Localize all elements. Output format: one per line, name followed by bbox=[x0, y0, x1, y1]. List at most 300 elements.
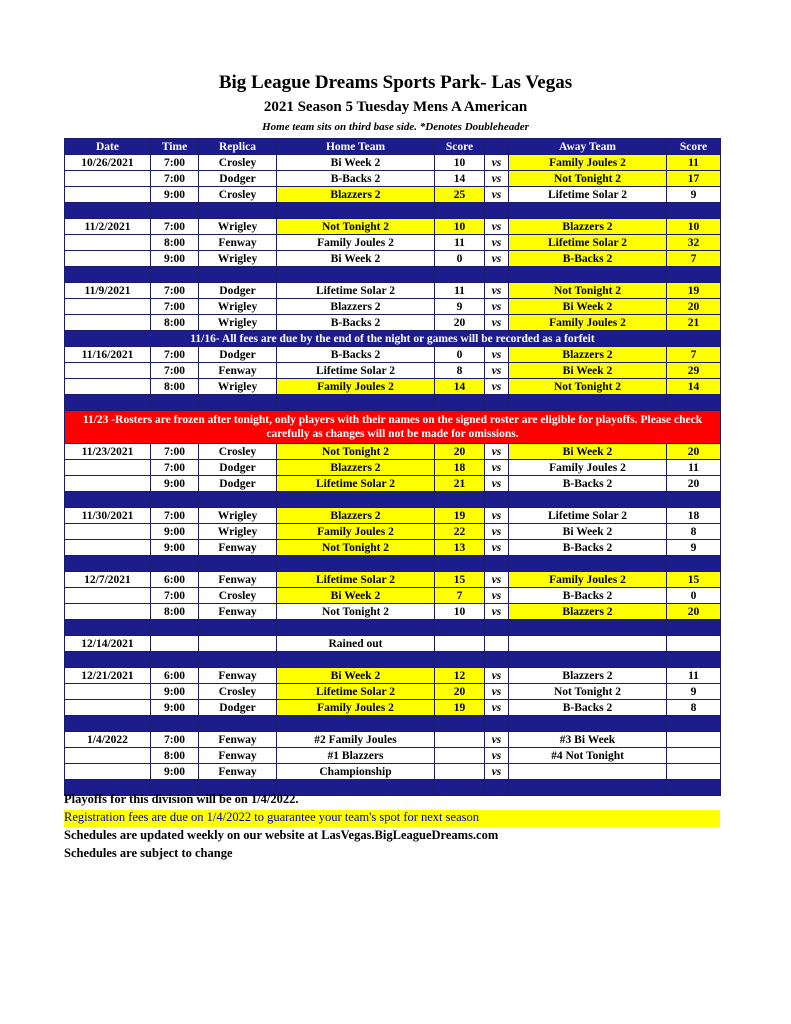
game-date: 12/21/2021 bbox=[65, 668, 151, 684]
home-team: Bi Week 2 bbox=[277, 668, 435, 684]
spacer-cell bbox=[151, 652, 199, 668]
spacer-cell bbox=[277, 203, 435, 219]
col-header-away-team: Away Team bbox=[509, 139, 667, 155]
spacer-cell bbox=[151, 395, 199, 411]
home-score: 15 bbox=[435, 572, 485, 588]
away-team: Lifetime Solar 2 bbox=[509, 187, 667, 203]
field-replica: Crosley bbox=[199, 684, 277, 700]
spacer-cell bbox=[435, 203, 485, 219]
game-date bbox=[65, 235, 151, 251]
table-row bbox=[65, 700, 721, 716]
game-time: 7:00 bbox=[151, 588, 199, 604]
spacer-cell bbox=[277, 780, 435, 796]
game-time: 7:00 bbox=[151, 171, 199, 187]
game-date bbox=[65, 315, 151, 331]
game-date bbox=[65, 299, 151, 315]
vs-label: vs bbox=[485, 235, 509, 251]
vs-label: vs bbox=[485, 748, 509, 764]
home-team: Not Tonight 2 bbox=[277, 444, 435, 460]
field-replica: Crosley bbox=[199, 444, 277, 460]
spacer-cell bbox=[435, 780, 485, 796]
away-score: 20 bbox=[667, 476, 721, 492]
vs-label: vs bbox=[485, 283, 509, 299]
game-time: 7:00 bbox=[151, 283, 199, 299]
spacer-cell bbox=[485, 620, 509, 636]
field-replica bbox=[199, 636, 277, 652]
col-header-home-score: Score bbox=[435, 139, 485, 155]
table-row bbox=[65, 572, 721, 588]
home-score bbox=[435, 764, 485, 780]
spacer-cell bbox=[65, 652, 151, 668]
vs-label: vs bbox=[485, 508, 509, 524]
table-row bbox=[65, 764, 721, 780]
table-row bbox=[65, 251, 721, 267]
col-header-replica: Replica bbox=[199, 139, 277, 155]
field-replica: Fenway bbox=[199, 540, 277, 556]
spacer-cell bbox=[435, 652, 485, 668]
page-subtitle: 2021 Season 5 Tuesday Mens A American bbox=[263, 99, 528, 115]
spacer-cell bbox=[485, 780, 509, 796]
field-replica: Fenway bbox=[199, 572, 277, 588]
away-team bbox=[509, 636, 667, 652]
game-time: 9:00 bbox=[151, 684, 199, 700]
game-date: 11/30/2021 bbox=[65, 508, 151, 524]
spacer-cell bbox=[509, 556, 667, 572]
home-team: Family Joules 2 bbox=[277, 524, 435, 540]
home-score: 18 bbox=[435, 460, 485, 476]
home-score: 7 bbox=[435, 588, 485, 604]
home-team: Blazzers 2 bbox=[277, 508, 435, 524]
away-score: 9 bbox=[667, 187, 721, 203]
game-date: 12/14/2021 bbox=[65, 636, 151, 652]
spacer-cell bbox=[65, 203, 151, 219]
table-spacer-row bbox=[65, 267, 721, 283]
game-time: 7:00 bbox=[151, 347, 199, 363]
home-team: Family Joules 2 bbox=[277, 700, 435, 716]
spacer-cell bbox=[667, 780, 721, 796]
field-replica: Wrigley bbox=[199, 219, 277, 235]
away-team: #3 Bi Week bbox=[509, 732, 667, 748]
game-time: 8:00 bbox=[151, 379, 199, 395]
vs-label: vs bbox=[485, 379, 509, 395]
game-date: 1/4/2022 bbox=[65, 732, 151, 748]
field-replica: Wrigley bbox=[199, 251, 277, 267]
table-spacer-row bbox=[65, 556, 721, 572]
away-team: Bi Week 2 bbox=[509, 444, 667, 460]
game-date: 11/2/2021 bbox=[65, 219, 151, 235]
game-time: 8:00 bbox=[151, 748, 199, 764]
home-score bbox=[435, 732, 485, 748]
spacer-cell bbox=[667, 267, 721, 283]
game-time: 9:00 bbox=[151, 187, 199, 203]
spacer-cell bbox=[199, 620, 277, 636]
away-team: Bi Week 2 bbox=[509, 299, 667, 315]
game-time: 9:00 bbox=[151, 476, 199, 492]
away-team: Family Joules 2 bbox=[509, 315, 667, 331]
table-row bbox=[65, 363, 721, 379]
table-row bbox=[65, 283, 721, 299]
col-header-time: Time bbox=[151, 139, 199, 155]
spacer-cell bbox=[509, 395, 667, 411]
vs-label: vs bbox=[485, 187, 509, 203]
schedule-note: Home team sits on third base side. *Denotes Doubleheader bbox=[262, 121, 529, 133]
home-team: Blazzers 2 bbox=[277, 299, 435, 315]
vs-label: vs bbox=[485, 764, 509, 780]
table-row bbox=[65, 668, 721, 684]
game-date bbox=[65, 700, 151, 716]
game-date bbox=[65, 684, 151, 700]
table-header-row bbox=[65, 139, 721, 155]
spacer-cell bbox=[435, 556, 485, 572]
vs-label: vs bbox=[485, 540, 509, 556]
game-date bbox=[65, 540, 151, 556]
away-score: 9 bbox=[667, 540, 721, 556]
field-replica: Crosley bbox=[199, 155, 277, 171]
away-score: 9 bbox=[667, 684, 721, 700]
home-score: 22 bbox=[435, 524, 485, 540]
away-score: 8 bbox=[667, 700, 721, 716]
spacer-cell bbox=[485, 267, 509, 283]
home-score: 10 bbox=[435, 604, 485, 620]
home-score bbox=[435, 636, 485, 652]
game-time: 7:00 bbox=[151, 299, 199, 315]
spacer-cell bbox=[435, 267, 485, 283]
game-date: 10/26/2021 bbox=[65, 155, 151, 171]
field-replica: Fenway bbox=[199, 668, 277, 684]
table-row bbox=[65, 299, 721, 315]
game-date bbox=[65, 251, 151, 267]
spacer-cell bbox=[667, 716, 721, 732]
home-score: 11 bbox=[435, 283, 485, 299]
spacer-cell bbox=[509, 203, 667, 219]
footer-change-note: Schedules are subject to change bbox=[64, 846, 233, 860]
home-team: Lifetime Solar 2 bbox=[277, 572, 435, 588]
vs-label bbox=[485, 636, 509, 652]
spacer-cell bbox=[485, 492, 509, 508]
table-row bbox=[65, 187, 721, 203]
spacer-cell bbox=[277, 395, 435, 411]
game-time: 9:00 bbox=[151, 251, 199, 267]
spacer-cell bbox=[277, 652, 435, 668]
game-date bbox=[65, 748, 151, 764]
spacer-cell bbox=[485, 395, 509, 411]
home-team: #2 Family Joules bbox=[277, 732, 435, 748]
spacer-cell bbox=[435, 395, 485, 411]
away-team: B-Backs 2 bbox=[509, 251, 667, 267]
table-row bbox=[65, 315, 721, 331]
fees-due-banner-row bbox=[65, 331, 721, 347]
away-team: Bi Week 2 bbox=[509, 363, 667, 379]
home-score: 19 bbox=[435, 508, 485, 524]
field-replica: Fenway bbox=[199, 732, 277, 748]
field-replica: Wrigley bbox=[199, 379, 277, 395]
spacer-cell bbox=[65, 716, 151, 732]
home-score: 20 bbox=[435, 315, 485, 331]
away-score bbox=[667, 764, 721, 780]
game-time: 7:00 bbox=[151, 444, 199, 460]
away-score: 20 bbox=[667, 444, 721, 460]
field-replica: Dodger bbox=[199, 460, 277, 476]
vs-label: vs bbox=[485, 315, 509, 331]
field-replica: Dodger bbox=[199, 476, 277, 492]
spacer-cell bbox=[65, 556, 151, 572]
home-team: Lifetime Solar 2 bbox=[277, 684, 435, 700]
game-time: 8:00 bbox=[151, 315, 199, 331]
game-time: 7:00 bbox=[151, 363, 199, 379]
vs-label: vs bbox=[485, 604, 509, 620]
table-row bbox=[65, 379, 721, 395]
vs-label: vs bbox=[485, 700, 509, 716]
game-date bbox=[65, 476, 151, 492]
spacer-cell bbox=[199, 203, 277, 219]
game-time: 7:00 bbox=[151, 219, 199, 235]
game-date bbox=[65, 187, 151, 203]
table-spacer-row bbox=[65, 716, 721, 732]
field-replica: Fenway bbox=[199, 764, 277, 780]
spacer-cell bbox=[509, 780, 667, 796]
away-score bbox=[667, 732, 721, 748]
table-spacer-row bbox=[65, 652, 721, 668]
vs-label: vs bbox=[485, 171, 509, 187]
away-team: Not Tonight 2 bbox=[509, 283, 667, 299]
away-score: 20 bbox=[667, 299, 721, 315]
spacer-cell bbox=[435, 620, 485, 636]
table-row bbox=[65, 604, 721, 620]
home-score: 20 bbox=[435, 444, 485, 460]
away-score: 7 bbox=[667, 347, 721, 363]
table-row bbox=[65, 235, 721, 251]
home-score: 20 bbox=[435, 684, 485, 700]
vs-label: vs bbox=[485, 524, 509, 540]
vs-label: vs bbox=[485, 668, 509, 684]
home-team: B-Backs 2 bbox=[277, 347, 435, 363]
vs-label: vs bbox=[485, 299, 509, 315]
home-team: B-Backs 2 bbox=[277, 315, 435, 331]
table-row bbox=[65, 684, 721, 700]
table-spacer-row bbox=[65, 395, 721, 411]
home-score: 14 bbox=[435, 379, 485, 395]
roster-freeze-banner-row bbox=[65, 411, 721, 444]
home-team: B-Backs 2 bbox=[277, 171, 435, 187]
spacer-cell bbox=[65, 395, 151, 411]
table-row bbox=[65, 219, 721, 235]
spacer-cell bbox=[151, 716, 199, 732]
away-team: Not Tonight 2 bbox=[509, 684, 667, 700]
home-score: 11 bbox=[435, 235, 485, 251]
table-row bbox=[65, 476, 721, 492]
game-date bbox=[65, 524, 151, 540]
game-date bbox=[65, 764, 151, 780]
game-date bbox=[65, 171, 151, 187]
game-time: 6:00 bbox=[151, 572, 199, 588]
vs-label: vs bbox=[485, 251, 509, 267]
game-date bbox=[65, 460, 151, 476]
field-replica: Dodger bbox=[199, 283, 277, 299]
away-score: 0 bbox=[667, 588, 721, 604]
fees-due-banner: 11/16- All fees are due by the end of the night or games will be recorded as a forfeit bbox=[65, 331, 721, 347]
table-spacer-row bbox=[65, 620, 721, 636]
home-team: Bi Week 2 bbox=[277, 588, 435, 604]
home-team: Blazzers 2 bbox=[277, 187, 435, 203]
away-team: Lifetime Solar 2 bbox=[509, 508, 667, 524]
spacer-cell bbox=[65, 492, 151, 508]
away-team: Blazzers 2 bbox=[509, 604, 667, 620]
game-time: 9:00 bbox=[151, 700, 199, 716]
away-score: 32 bbox=[667, 235, 721, 251]
spacer-cell bbox=[509, 267, 667, 283]
spacer-cell bbox=[277, 620, 435, 636]
game-time: 9:00 bbox=[151, 524, 199, 540]
away-score: 18 bbox=[667, 508, 721, 524]
home-score: 14 bbox=[435, 171, 485, 187]
game-date: 11/9/2021 bbox=[65, 283, 151, 299]
game-time: 9:00 bbox=[151, 540, 199, 556]
away-score: 10 bbox=[667, 219, 721, 235]
home-score: 9 bbox=[435, 299, 485, 315]
spacer-cell bbox=[485, 716, 509, 732]
spacer-cell bbox=[509, 716, 667, 732]
game-time: 6:00 bbox=[151, 668, 199, 684]
away-team: Not Tonight 2 bbox=[509, 171, 667, 187]
page-title: Big League Dreams Sports Park- Las Vegas bbox=[218, 72, 573, 93]
spacer-cell bbox=[667, 620, 721, 636]
col-header-vs bbox=[485, 139, 509, 155]
table-row bbox=[65, 540, 721, 556]
spacer-cell bbox=[277, 716, 435, 732]
away-team: B-Backs 2 bbox=[509, 476, 667, 492]
footer-playoffs-note: Playoffs for this division will be on 1/4/2022. bbox=[64, 792, 299, 806]
home-score: 19 bbox=[435, 700, 485, 716]
game-time bbox=[151, 636, 199, 652]
spacer-cell bbox=[65, 620, 151, 636]
vs-label: vs bbox=[485, 460, 509, 476]
vs-label: vs bbox=[485, 444, 509, 460]
field-replica: Wrigley bbox=[199, 299, 277, 315]
spacer-cell bbox=[65, 267, 151, 283]
field-replica: Dodger bbox=[199, 171, 277, 187]
away-score: 21 bbox=[667, 315, 721, 331]
col-header-away-score: Score bbox=[667, 139, 721, 155]
spacer-cell bbox=[199, 492, 277, 508]
spacer-cell bbox=[277, 556, 435, 572]
spacer-cell bbox=[485, 556, 509, 572]
spacer-cell bbox=[435, 492, 485, 508]
home-score: 21 bbox=[435, 476, 485, 492]
spacer-cell bbox=[277, 492, 435, 508]
away-team: #4 Not Tonight bbox=[509, 748, 667, 764]
table-row bbox=[65, 444, 721, 460]
table-row bbox=[65, 636, 721, 652]
vs-label: vs bbox=[485, 588, 509, 604]
game-date bbox=[65, 604, 151, 620]
spacer-cell bbox=[435, 716, 485, 732]
col-header-date: Date bbox=[65, 139, 151, 155]
home-score: 0 bbox=[435, 251, 485, 267]
home-score: 13 bbox=[435, 540, 485, 556]
spacer-cell bbox=[667, 652, 721, 668]
spacer-cell bbox=[667, 556, 721, 572]
home-score: 10 bbox=[435, 219, 485, 235]
table-row bbox=[65, 508, 721, 524]
away-team: Bi Week 2 bbox=[509, 524, 667, 540]
home-team: Family Joules 2 bbox=[277, 235, 435, 251]
spacer-cell bbox=[485, 652, 509, 668]
table-row bbox=[65, 155, 721, 171]
away-team: Family Joules 2 bbox=[509, 155, 667, 171]
spacer-cell bbox=[151, 267, 199, 283]
home-score: 12 bbox=[435, 668, 485, 684]
col-header-home-team: Home Team bbox=[277, 139, 435, 155]
home-team: Lifetime Solar 2 bbox=[277, 476, 435, 492]
vs-label: vs bbox=[485, 363, 509, 379]
away-score: 7 bbox=[667, 251, 721, 267]
home-score: 0 bbox=[435, 347, 485, 363]
vs-label: vs bbox=[485, 684, 509, 700]
field-replica: Crosley bbox=[199, 187, 277, 203]
field-replica: Fenway bbox=[199, 748, 277, 764]
home-team: #1 Blazzers bbox=[277, 748, 435, 764]
spacer-cell bbox=[199, 716, 277, 732]
away-team: Lifetime Solar 2 bbox=[509, 235, 667, 251]
game-time: 7:00 bbox=[151, 732, 199, 748]
table-row bbox=[65, 732, 721, 748]
home-team: Family Joules 2 bbox=[277, 379, 435, 395]
away-score bbox=[667, 748, 721, 764]
spacer-cell bbox=[199, 652, 277, 668]
table-row bbox=[65, 347, 721, 363]
game-time: 7:00 bbox=[151, 155, 199, 171]
spacer-cell bbox=[277, 267, 435, 283]
field-replica: Wrigley bbox=[199, 315, 277, 331]
home-score: 25 bbox=[435, 187, 485, 203]
home-team: Bi Week 2 bbox=[277, 155, 435, 171]
home-team: Lifetime Solar 2 bbox=[277, 363, 435, 379]
vs-label: vs bbox=[485, 219, 509, 235]
home-team: Not Tonight 2 bbox=[277, 540, 435, 556]
home-score bbox=[435, 748, 485, 764]
footer-registration-note: Registration fees are due on 1/4/2022 to guarantee your team's spot for next season bbox=[64, 810, 720, 827]
field-replica: Dodger bbox=[199, 700, 277, 716]
home-team: Not Tonight 2 bbox=[277, 604, 435, 620]
vs-label: vs bbox=[485, 347, 509, 363]
away-team: Blazzers 2 bbox=[509, 668, 667, 684]
spacer-cell bbox=[199, 395, 277, 411]
game-date: 12/7/2021 bbox=[65, 572, 151, 588]
away-score: 29 bbox=[667, 363, 721, 379]
game-date: 11/23/2021 bbox=[65, 444, 151, 460]
table-row bbox=[65, 588, 721, 604]
spacer-cell bbox=[151, 556, 199, 572]
home-score: 10 bbox=[435, 155, 485, 171]
away-score: 11 bbox=[667, 155, 721, 171]
away-score: 20 bbox=[667, 604, 721, 620]
field-replica: Fenway bbox=[199, 363, 277, 379]
spacer-cell bbox=[667, 492, 721, 508]
away-team: Family Joules 2 bbox=[509, 572, 667, 588]
table-row bbox=[65, 171, 721, 187]
spacer-cell bbox=[151, 203, 199, 219]
game-date bbox=[65, 363, 151, 379]
game-date bbox=[65, 379, 151, 395]
game-time: 7:00 bbox=[151, 508, 199, 524]
spacer-cell bbox=[509, 492, 667, 508]
game-time: 7:00 bbox=[151, 460, 199, 476]
table-spacer-row bbox=[65, 492, 721, 508]
game-time: 9:00 bbox=[151, 764, 199, 780]
home-team: Not Tonight 2 bbox=[277, 219, 435, 235]
table-spacer-row bbox=[65, 203, 721, 219]
home-team: Blazzers 2 bbox=[277, 460, 435, 476]
